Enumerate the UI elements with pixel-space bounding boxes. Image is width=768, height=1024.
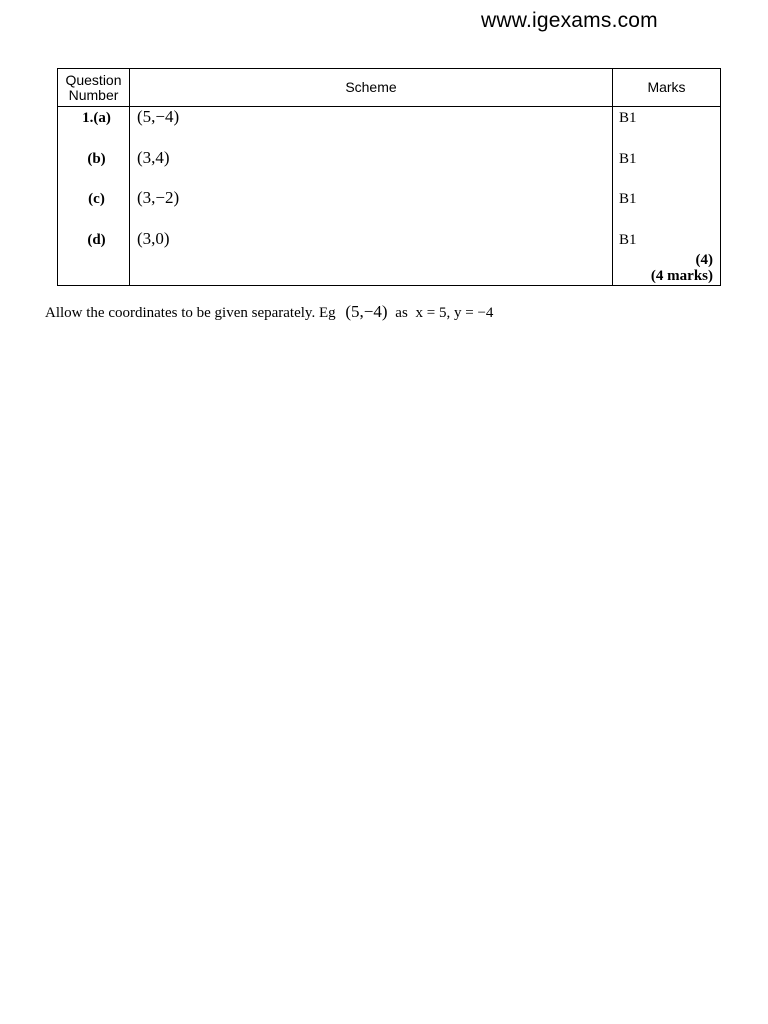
- mark-value: B1: [619, 191, 637, 207]
- scheme-answer: (5,−4): [137, 107, 180, 126]
- note-example: (5,−4): [345, 302, 388, 321]
- question-number-header: Question Number: [58, 69, 130, 107]
- table-header-row: [58, 69, 721, 107]
- question-column: [58, 107, 130, 286]
- site-header: www.igexams.com: [481, 9, 658, 32]
- note-text: Allow the coordinates to be given separately. Eg: [45, 305, 336, 321]
- question-label: (d): [87, 232, 106, 248]
- mark-scheme-table: [57, 68, 721, 286]
- question-label: (c): [88, 191, 105, 207]
- scheme-header: Scheme: [130, 69, 613, 107]
- marks-header: Marks: [613, 69, 721, 107]
- note-as: as: [395, 305, 408, 321]
- guidance-note: [45, 302, 493, 322]
- question-label: 1.(a): [82, 110, 111, 126]
- note-equation: x = 5, y = −4: [415, 305, 494, 321]
- scheme-column: [130, 107, 613, 286]
- mark-value: B1: [619, 151, 637, 167]
- marks-column: [613, 107, 721, 286]
- subtotal-marks: (4): [695, 252, 713, 268]
- scheme-answer: (3,0): [137, 229, 170, 248]
- mark-value: B1: [619, 232, 637, 248]
- scheme-answer: (3,−2): [137, 188, 180, 207]
- mark-value: B1: [619, 110, 637, 126]
- scheme-answer: (3,4): [137, 148, 170, 167]
- question-label: (b): [87, 151, 106, 167]
- total-marks: (4 marks): [650, 268, 713, 284]
- table-row: [58, 107, 721, 286]
